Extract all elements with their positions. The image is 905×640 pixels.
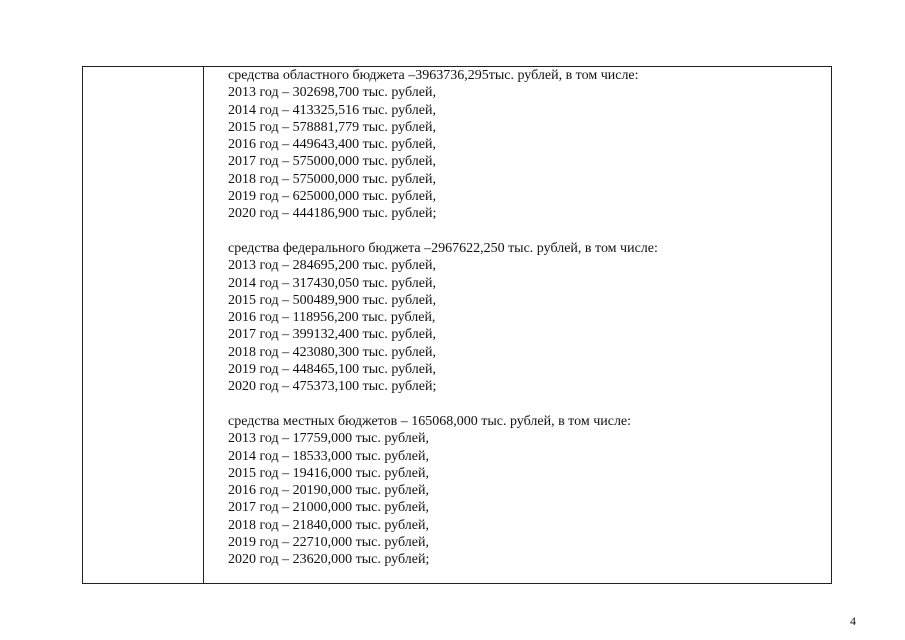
regional-2019-line: 2019 год – 625000,000 тыс. рублей,	[228, 189, 436, 205]
federal-2017-line: 2017 год – 399132,400 тыс. рублей,	[228, 327, 436, 343]
funding-content-cell	[228, 67, 825, 569]
federal-budget-heading: средства федерального бюджета –2967622,250 тыс. рублей, в том числе:	[228, 240, 658, 256]
local-2019-line: 2019 год – 22710,000 тыс. рублей,	[228, 535, 429, 551]
federal-2016-line: 2016 год – 118956,200 тыс. рублей,	[228, 310, 436, 326]
local-2020-line: 2020 год – 23620,000 тыс. рублей;	[228, 552, 430, 568]
local-2015-line: 2015 год – 19416,000 тыс. рублей,	[228, 465, 429, 481]
regional-budget-heading: средства областного бюджета –3963736,295тыс. рублей, в том числе:	[228, 68, 639, 83]
local-budget-heading: средства местных бюджетов – 165068,000 тыс. рублей, в том числе:	[228, 413, 632, 429]
regional-2016-line: 2016 год – 449643,400 тыс. рублей,	[228, 137, 436, 153]
local-2016-line: 2016 год – 20190,000 тыс. рублей,	[228, 483, 429, 499]
local-2017-line: 2017 год – 21000,000 тыс. рублей,	[228, 500, 429, 516]
federal-2015-line: 2015 год – 500489,900 тыс. рублей,	[228, 292, 436, 308]
federal-2020-line: 2020 год – 475373,100 тыс. рублей;	[228, 379, 437, 395]
federal-2013-line: 2013 год – 284695,200 тыс. рублей,	[228, 258, 436, 274]
local-2018-line: 2018 год – 21840,000 тыс. рублей,	[228, 517, 429, 533]
federal-budget-section	[228, 240, 825, 396]
federal-2018-line: 2018 год – 423080,300 тыс. рублей,	[228, 344, 436, 360]
funding-table	[82, 66, 832, 584]
page-number: 4	[850, 614, 856, 628]
local-2014-line: 2014 год – 18533,000 тыс. рублей,	[228, 448, 429, 464]
local-2013-line: 2013 год – 17759,000 тыс. рублей,	[228, 431, 429, 447]
regional-2017-line: 2017 год – 575000,000 тыс. рублей,	[228, 154, 436, 170]
federal-2014-line: 2014 год – 317430,050 тыс. рублей,	[228, 275, 436, 291]
regional-2015-line: 2015 год – 578881,779 тыс. рублей,	[228, 119, 436, 135]
regional-2014-line: 2014 год – 413325,516 тыс. рублей,	[228, 102, 436, 118]
regional-2013-line: 2013 год – 302698,700 тыс. рублей,	[228, 85, 436, 101]
local-budget-section	[228, 413, 825, 569]
regional-budget-section	[228, 67, 825, 223]
column-divider	[203, 67, 204, 583]
regional-2020-line: 2020 год – 444186,900 тыс. рублей;	[228, 206, 437, 222]
regional-2018-line: 2018 год – 575000,000 тыс. рублей,	[228, 171, 436, 187]
federal-2019-line: 2019 год – 448465,100 тыс. рублей,	[228, 362, 436, 378]
